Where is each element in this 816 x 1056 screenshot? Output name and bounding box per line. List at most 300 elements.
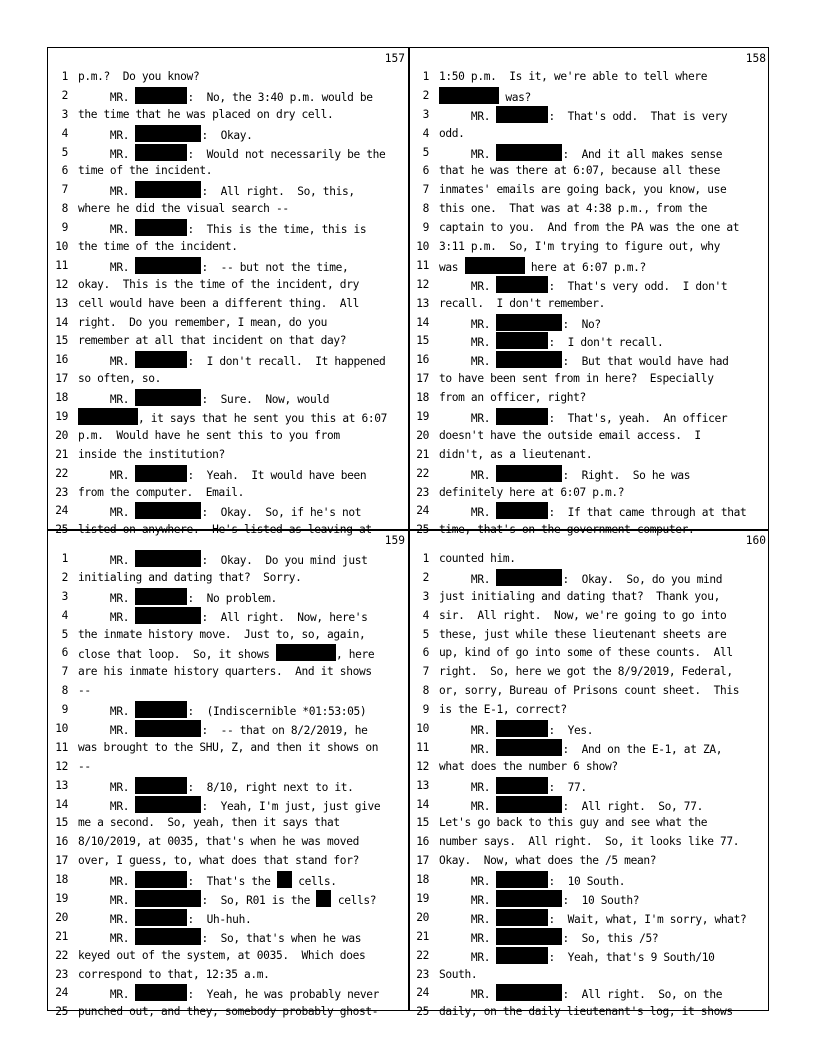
transcript-line bbox=[411, 219, 772, 238]
redaction-box bbox=[496, 332, 548, 349]
text-segment: : So, this /5? bbox=[562, 931, 659, 945]
line-text bbox=[439, 465, 690, 486]
line-text bbox=[78, 947, 365, 966]
line-text bbox=[439, 663, 733, 682]
line-number: 12 bbox=[416, 277, 429, 291]
transcript-line bbox=[411, 739, 772, 758]
line-text bbox=[439, 238, 720, 257]
line-text bbox=[78, 484, 244, 503]
redaction-box bbox=[135, 928, 201, 945]
line-text bbox=[78, 351, 385, 372]
line-text bbox=[78, 257, 348, 278]
text-segment: : So, that's when he was bbox=[201, 931, 362, 945]
text-segment: keyed out of the system, at 0035. Which does bbox=[78, 948, 366, 962]
text-segment: : Okay. Do you mind just bbox=[201, 554, 368, 567]
redaction-box bbox=[135, 257, 201, 274]
text-segment: MR. bbox=[78, 468, 136, 482]
transcript-line bbox=[411, 276, 772, 295]
redaction-box bbox=[496, 909, 548, 926]
line-number: 21 bbox=[416, 929, 429, 943]
text-segment: up, kind of go into some of these counts. All bbox=[439, 646, 733, 660]
transcript-page-159 bbox=[50, 531, 411, 1019]
transcript-line bbox=[411, 588, 772, 607]
transcript-line bbox=[411, 162, 772, 181]
transcript-line bbox=[50, 833, 411, 852]
line-number: 15 bbox=[416, 816, 429, 830]
page-number: 158 bbox=[745, 52, 766, 65]
transcript-line bbox=[411, 984, 772, 1003]
redaction-box bbox=[135, 550, 201, 567]
transcript-line bbox=[50, 663, 411, 682]
redaction-box bbox=[496, 777, 548, 794]
text-segment: this one. That was at 4:38 p.m., from the bbox=[439, 202, 708, 216]
transcript-line bbox=[411, 796, 772, 815]
transcript-line bbox=[50, 446, 411, 465]
transcript-lines bbox=[50, 68, 411, 540]
line-number: 23 bbox=[55, 967, 68, 981]
text-segment: was brought to the SHU, Z, and then it shows on bbox=[78, 740, 379, 754]
text-segment: MR. bbox=[78, 393, 136, 407]
transcript-line bbox=[50, 852, 411, 871]
transcript-line bbox=[50, 68, 411, 87]
line-text bbox=[78, 465, 366, 486]
text-segment: daily, on the daily lieutenant's log, it shows bbox=[439, 1005, 733, 1019]
line-text bbox=[439, 257, 646, 278]
transcript-line bbox=[411, 484, 772, 503]
transcript-line bbox=[411, 569, 772, 588]
text-segment: sir. All right. Now, we're going to go into bbox=[439, 608, 727, 622]
line-text bbox=[78, 125, 253, 146]
line-text bbox=[439, 125, 465, 144]
text-segment: 3:11 p.m. So, I'm trying to figure out, why bbox=[439, 240, 720, 254]
transcript-lines bbox=[411, 68, 772, 540]
text-segment: recall. I don't remember. bbox=[439, 296, 606, 310]
transcript-line bbox=[50, 162, 411, 181]
transcript-line bbox=[50, 200, 411, 219]
line-text bbox=[439, 947, 715, 968]
line-text bbox=[78, 871, 337, 892]
text-segment: : All right. So, this, bbox=[201, 185, 355, 199]
line-text bbox=[439, 276, 727, 297]
text-segment: MR. bbox=[78, 128, 136, 142]
transcript-line bbox=[411, 720, 772, 739]
transcript-line bbox=[411, 814, 772, 833]
redaction-box bbox=[135, 125, 201, 142]
line-number: 21 bbox=[55, 929, 68, 943]
transcript-line bbox=[50, 295, 411, 314]
line-text bbox=[78, 966, 270, 985]
line-text bbox=[439, 701, 567, 720]
redaction-box bbox=[135, 890, 201, 907]
line-text bbox=[439, 370, 714, 389]
transcript-line bbox=[411, 68, 772, 87]
transcript-line bbox=[50, 465, 411, 484]
line-number: 6 bbox=[422, 646, 429, 660]
text-segment: right. Do you remember, I mean, do you bbox=[78, 315, 328, 329]
line-text bbox=[439, 1003, 733, 1022]
text-segment: : Yeah, he was probably never bbox=[187, 988, 380, 1002]
line-number: 2 bbox=[422, 570, 429, 584]
redaction-box bbox=[135, 87, 187, 104]
line-text bbox=[78, 701, 366, 722]
transcript-line bbox=[411, 106, 772, 125]
line-number: 7 bbox=[61, 665, 68, 679]
line-text bbox=[439, 219, 739, 238]
line-number: 7 bbox=[61, 183, 68, 197]
transcript-line bbox=[411, 550, 772, 569]
transcript-line bbox=[411, 238, 772, 257]
text-segment: number says. All right. So, it looks like 77. bbox=[439, 835, 740, 849]
transcript-line bbox=[50, 550, 411, 569]
line-text bbox=[78, 446, 225, 465]
redaction-box bbox=[496, 947, 548, 964]
redaction-box bbox=[135, 871, 187, 888]
text-segment: MR. bbox=[439, 355, 497, 369]
text-segment: : Uh-huh. bbox=[187, 912, 252, 926]
text-segment: remember at all that incident on that day? bbox=[78, 334, 347, 348]
line-number: 18 bbox=[416, 873, 429, 887]
transcript-line bbox=[411, 626, 772, 645]
line-number: 12 bbox=[55, 277, 68, 291]
line-number: 14 bbox=[55, 315, 68, 329]
redaction-box bbox=[496, 928, 562, 945]
line-number: 16 bbox=[416, 353, 429, 367]
line-number: 20 bbox=[55, 910, 68, 924]
redaction-box bbox=[135, 777, 187, 794]
line-text bbox=[439, 644, 733, 663]
redaction-box bbox=[496, 796, 562, 813]
line-number: 1 bbox=[61, 552, 68, 565]
redaction-box bbox=[135, 144, 187, 161]
text-segment: right. So, here we got the 8/9/2019, Federal, bbox=[439, 665, 733, 679]
line-number: 20 bbox=[416, 910, 429, 924]
redaction-box bbox=[496, 739, 562, 756]
text-segment: MR. bbox=[78, 185, 136, 199]
line-text bbox=[78, 626, 365, 645]
transcript-line bbox=[411, 446, 772, 465]
text-segment: : Would not necessarily be the bbox=[187, 147, 386, 161]
text-segment: MR. bbox=[439, 336, 497, 350]
line-number: 17 bbox=[55, 854, 68, 868]
line-number: 21 bbox=[416, 447, 429, 461]
transcript-line bbox=[411, 200, 772, 219]
line-number: 24 bbox=[55, 986, 68, 1000]
line-text bbox=[78, 663, 372, 682]
transcript-line bbox=[411, 465, 772, 484]
line-number: 25 bbox=[416, 523, 429, 537]
line-text bbox=[78, 550, 368, 571]
redaction-box bbox=[465, 257, 525, 274]
transcript-line bbox=[50, 739, 411, 758]
page-number: 157 bbox=[384, 52, 405, 65]
line-text bbox=[439, 502, 746, 523]
transcript-line bbox=[50, 966, 411, 985]
line-number: 24 bbox=[55, 504, 68, 518]
transcript-line bbox=[50, 144, 411, 163]
line-text bbox=[439, 314, 601, 335]
transcript-lines bbox=[411, 550, 772, 1022]
line-text bbox=[78, 408, 387, 429]
text-segment: MR. bbox=[78, 912, 136, 926]
transcript-line bbox=[50, 814, 411, 833]
transcript-line bbox=[50, 351, 411, 370]
transcript-line bbox=[50, 276, 411, 295]
line-number: 5 bbox=[422, 627, 429, 641]
line-number: 10 bbox=[55, 240, 68, 254]
text-segment: 1:50 p.m. Is it, we're able to tell where bbox=[439, 70, 708, 83]
line-number: 4 bbox=[61, 126, 68, 140]
text-segment: MR. bbox=[78, 260, 136, 274]
text-segment: the time that he was placed on dry cell. bbox=[78, 107, 334, 121]
text-segment: MR. bbox=[78, 554, 136, 567]
text-segment: , it says that he sent you this at 6:07 bbox=[138, 412, 388, 426]
text-segment: just initialing and dating that? Thank you, bbox=[439, 589, 720, 603]
text-segment: : Yeah, that's 9 South/10 bbox=[548, 950, 715, 964]
line-number: 20 bbox=[416, 428, 429, 442]
line-text bbox=[439, 928, 658, 949]
transcript-line bbox=[50, 87, 411, 106]
line-text bbox=[78, 644, 374, 665]
text-segment: definitely here at 6:07 p.m.? bbox=[439, 485, 625, 499]
line-number: 21 bbox=[55, 447, 68, 461]
line-text bbox=[439, 852, 656, 871]
line-number: 3 bbox=[61, 107, 68, 121]
text-segment: : And it all makes sense bbox=[562, 147, 723, 161]
transcript-line bbox=[411, 370, 772, 389]
line-number: 2 bbox=[61, 570, 68, 584]
line-number: 24 bbox=[416, 504, 429, 518]
line-number: 14 bbox=[416, 797, 429, 811]
text-segment: : -- but not the time, bbox=[201, 260, 349, 274]
redaction-box bbox=[135, 720, 201, 737]
text-segment: MR. bbox=[78, 223, 136, 237]
text-segment: MR. bbox=[439, 742, 497, 756]
line-number: 7 bbox=[422, 183, 429, 197]
redaction-box bbox=[135, 607, 201, 624]
line-text bbox=[439, 162, 720, 181]
line-number: 9 bbox=[61, 221, 68, 235]
line-text bbox=[439, 144, 722, 165]
line-number: 11 bbox=[55, 258, 68, 272]
line-text bbox=[439, 682, 739, 701]
text-segment: MR. bbox=[78, 780, 136, 794]
text-segment: : -- that on 8/2/2019, he bbox=[201, 724, 368, 738]
transcript-line bbox=[411, 644, 772, 663]
text-segment: : 10 South? bbox=[562, 894, 640, 908]
line-text bbox=[78, 219, 366, 240]
line-text bbox=[78, 314, 327, 333]
line-text bbox=[78, 106, 333, 125]
redaction-box bbox=[496, 276, 548, 293]
redaction-box bbox=[496, 408, 548, 425]
line-number: 23 bbox=[416, 485, 429, 499]
line-text bbox=[439, 332, 663, 353]
text-segment: so often, so. bbox=[78, 372, 162, 386]
line-text bbox=[439, 607, 726, 626]
transcript-line bbox=[411, 427, 772, 446]
line-text bbox=[78, 238, 238, 257]
text-segment: p.m. Would have he sent this to you from bbox=[78, 428, 340, 442]
text-segment: : But that would have had bbox=[562, 355, 729, 369]
line-text bbox=[439, 871, 625, 892]
redaction-box bbox=[496, 314, 562, 331]
line-text bbox=[439, 446, 592, 465]
text-segment: here at 6:07 p.m.? bbox=[524, 260, 646, 274]
transcript-line bbox=[50, 427, 411, 446]
line-number: 14 bbox=[55, 797, 68, 811]
text-segment: was bbox=[439, 260, 465, 274]
transcript-line bbox=[50, 682, 411, 701]
transcript-line bbox=[411, 502, 772, 521]
line-text bbox=[439, 295, 605, 314]
transcript-line bbox=[50, 758, 411, 777]
line-number: 6 bbox=[422, 164, 429, 178]
line-text bbox=[439, 758, 618, 777]
transcript-line bbox=[411, 928, 772, 947]
line-number: 4 bbox=[61, 608, 68, 622]
text-segment: cell would have been a different thing. All bbox=[78, 296, 359, 310]
text-segment: South. bbox=[439, 967, 478, 981]
line-text bbox=[78, 777, 354, 798]
line-number: 11 bbox=[416, 258, 429, 272]
line-number: 6 bbox=[61, 164, 68, 178]
transcript-line bbox=[411, 852, 772, 871]
text-segment: : 77. bbox=[548, 780, 587, 794]
line-number: 13 bbox=[416, 778, 429, 792]
transcript-line bbox=[50, 626, 411, 645]
line-text bbox=[439, 777, 587, 798]
transcript-line bbox=[411, 257, 772, 276]
text-segment: : That's odd. That is very bbox=[548, 109, 728, 123]
line-text bbox=[78, 295, 359, 314]
transcript-line bbox=[411, 295, 772, 314]
line-text bbox=[78, 814, 340, 833]
text-segment: punched out, and they, somebody probably ghost- bbox=[78, 1005, 379, 1019]
transcript-line bbox=[50, 370, 411, 389]
text-segment: MR. bbox=[439, 894, 497, 908]
text-segment: : All right. So, 77. bbox=[562, 799, 703, 813]
transcript-page-158 bbox=[411, 49, 772, 537]
line-number: 18 bbox=[55, 391, 68, 405]
text-segment: inmates' emails are going back, you know, use bbox=[439, 183, 727, 197]
line-number: 18 bbox=[55, 873, 68, 887]
text-segment: MR. bbox=[439, 931, 497, 945]
text-segment: : So, R01 is the bbox=[201, 894, 317, 908]
transcript-page-160 bbox=[411, 531, 772, 1019]
transcript-line bbox=[50, 238, 411, 257]
line-number: 1 bbox=[61, 70, 68, 83]
text-segment: cells? bbox=[331, 894, 377, 908]
text-segment: MR. bbox=[439, 912, 497, 926]
redaction-box bbox=[439, 87, 499, 104]
line-number: 11 bbox=[55, 740, 68, 754]
line-number: 23 bbox=[55, 485, 68, 499]
line-text bbox=[78, 370, 161, 389]
transcript-line bbox=[50, 644, 411, 663]
line-text bbox=[78, 427, 340, 446]
text-segment: : That's the bbox=[187, 875, 277, 889]
transcript-line bbox=[50, 890, 411, 909]
line-number: 22 bbox=[416, 466, 429, 480]
line-text bbox=[439, 106, 727, 127]
transcript-line bbox=[411, 682, 772, 701]
line-number: 2 bbox=[422, 88, 429, 102]
line-number: 6 bbox=[61, 646, 68, 660]
line-number: 22 bbox=[55, 466, 68, 480]
line-number: 15 bbox=[55, 816, 68, 830]
line-number: 12 bbox=[55, 759, 68, 773]
transcript-line bbox=[50, 947, 411, 966]
text-segment: : Right. So he was bbox=[562, 468, 691, 482]
text-segment: is the E-1, correct? bbox=[439, 703, 567, 717]
text-segment: : No? bbox=[562, 317, 601, 331]
text-segment: MR. bbox=[439, 875, 497, 889]
text-segment: : No problem. bbox=[187, 591, 277, 605]
text-segment: : This is the time, this is bbox=[187, 223, 367, 237]
line-number: 10 bbox=[55, 722, 68, 736]
line-number: 16 bbox=[55, 353, 68, 367]
line-text bbox=[78, 607, 368, 628]
transcript-line bbox=[411, 909, 772, 928]
line-number: 4 bbox=[422, 126, 429, 140]
text-segment: : Okay. So, do you mind bbox=[562, 572, 723, 586]
line-text bbox=[78, 181, 355, 202]
transcript-line bbox=[50, 408, 411, 427]
line-text bbox=[78, 682, 91, 701]
line-number: 19 bbox=[55, 892, 68, 906]
redaction-box bbox=[135, 984, 187, 1001]
line-text bbox=[78, 1003, 378, 1022]
line-number: 8 bbox=[422, 202, 429, 216]
text-segment: MR. bbox=[439, 799, 497, 813]
line-text bbox=[439, 588, 720, 607]
transcript-line bbox=[411, 144, 772, 163]
transcript-line bbox=[411, 351, 772, 370]
line-text bbox=[78, 68, 199, 87]
redaction-box bbox=[135, 701, 187, 718]
text-segment: -- bbox=[78, 684, 91, 698]
transcript-line bbox=[411, 833, 772, 852]
line-text bbox=[78, 909, 251, 930]
text-segment: MR. bbox=[78, 90, 136, 104]
line-text bbox=[439, 389, 586, 408]
text-segment: correspond to that, 12:35 a.m. bbox=[78, 967, 270, 981]
text-segment: close that loop. So, it shows bbox=[78, 648, 276, 662]
redaction-box bbox=[496, 720, 548, 737]
line-text bbox=[439, 814, 707, 833]
text-segment: these, just while these lieutenant sheets are bbox=[439, 627, 727, 641]
redaction-box bbox=[277, 871, 292, 888]
line-text bbox=[78, 720, 368, 741]
line-text bbox=[78, 758, 91, 777]
line-text bbox=[439, 909, 746, 930]
transcript-line bbox=[50, 106, 411, 125]
text-segment: : And on the E-1, at ZA, bbox=[562, 742, 723, 756]
line-number: 19 bbox=[416, 892, 429, 906]
line-text bbox=[439, 484, 624, 503]
line-text bbox=[439, 87, 531, 108]
text-segment: : Okay. So, if he's not bbox=[201, 506, 362, 520]
transcript-line bbox=[411, 777, 772, 796]
text-segment: : Okay. bbox=[201, 128, 253, 142]
transcript-line bbox=[411, 607, 772, 626]
transcript-line bbox=[411, 389, 772, 408]
line-number: 9 bbox=[422, 703, 429, 717]
line-number: 7 bbox=[422, 665, 429, 679]
text-segment: counted him. bbox=[439, 552, 516, 565]
text-segment: : That's, yeah. An officer bbox=[548, 412, 728, 426]
text-segment: initialing and dating that? Sorry. bbox=[78, 570, 302, 584]
